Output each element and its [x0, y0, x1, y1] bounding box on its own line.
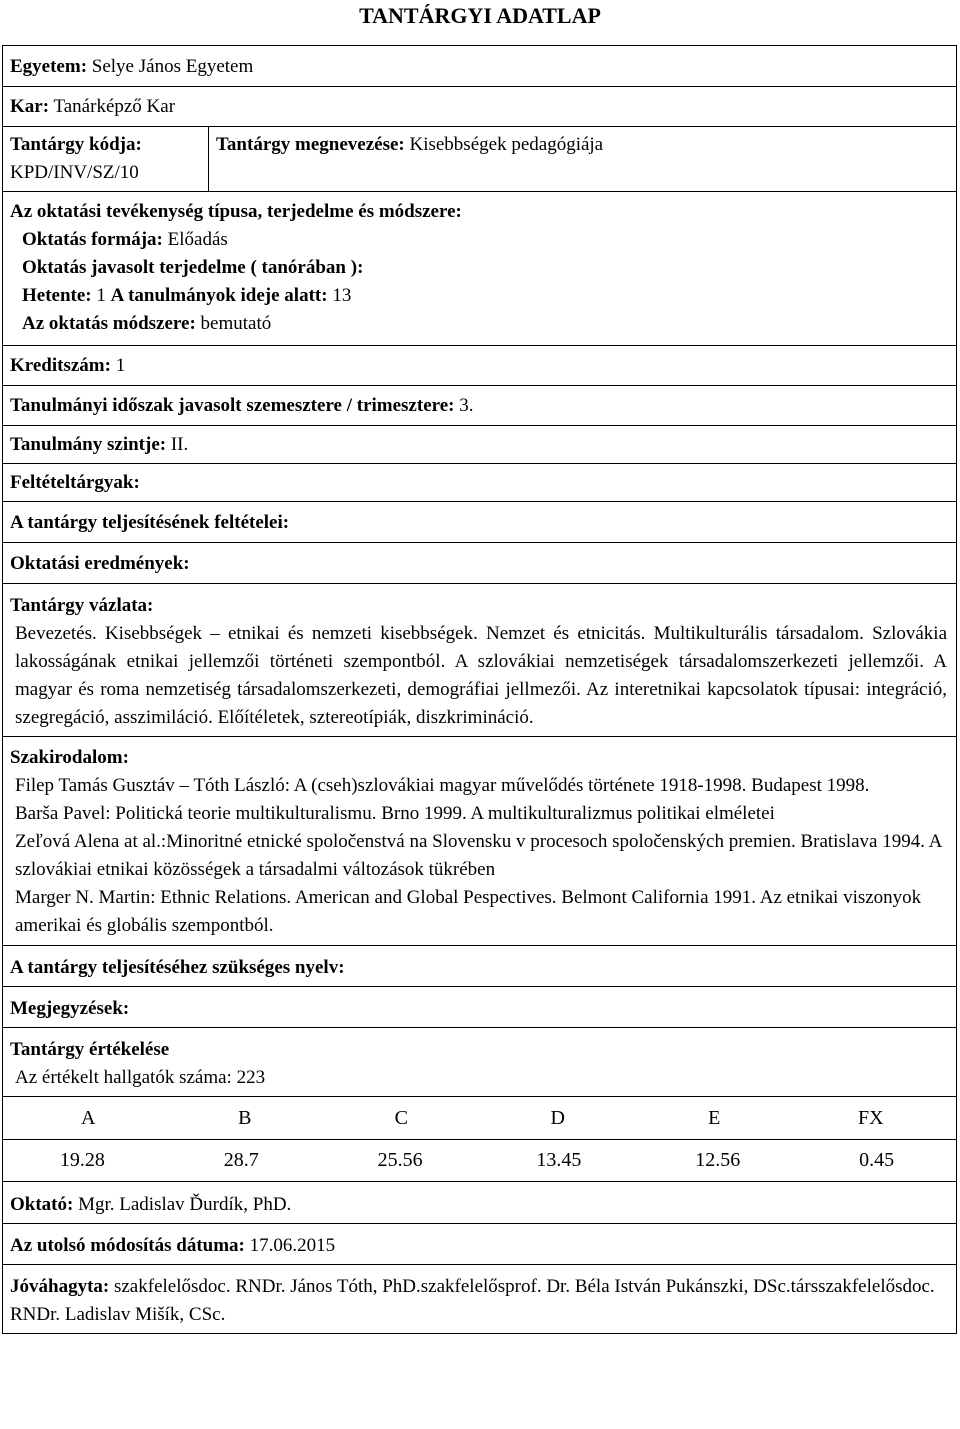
- conditions-row: [2, 502, 957, 543]
- notes-row: [2, 987, 957, 1028]
- grade-values: [3, 1140, 956, 1181]
- teacher-label: Oktató:: [10, 1194, 74, 1215]
- university-value: Selye János Egyetem: [91, 56, 254, 77]
- teaching-scope: Oktatás javasolt terjedelme ( tanórában ):: [22, 257, 364, 278]
- faculty-value: Tanárképző Kar: [53, 96, 176, 117]
- method-value: bemutató: [200, 313, 272, 334]
- outline-text: Bevezetés. Kisebbségek – etnikai és nemzeti kisebbségek. Nemzet és etnicitás. Multikulturális társadalom. Szlovákia lakosságának etnikai jellemzői történeti szempontból. A szlovákiai nemzetiségek társadalomszerkezeti jellemzői. A magyar és roma nemzetiség társadalomszerkezeti, demográfiai jellmezői. Az interetnikai kapcsolatok típusai: integráció, szegregáció, asszimiláció. Előítéletek, sztereotípiák, diszkrimináció.: [15, 623, 947, 728]
- semester-label: Tanulmányi időszak javasolt szemesztere / trimesztere:: [10, 395, 455, 416]
- outline-row: [2, 584, 957, 737]
- evaluated-count: Az értékelt hallgatók száma: 223: [15, 1067, 266, 1088]
- grade-value: 25.56: [377, 1149, 423, 1171]
- course-code-label: Tantárgy kódja:: [10, 134, 142, 155]
- weekly-value: 1: [96, 285, 106, 306]
- approved-label: Jóváhagyta:: [10, 1276, 110, 1297]
- credits-value: 1: [115, 355, 126, 376]
- course-name-label: Tantárgy megnevezése:: [216, 134, 405, 155]
- literature-row: [2, 737, 957, 946]
- outline-label: Tantárgy vázlata:: [10, 595, 154, 616]
- outcomes-row: [2, 543, 957, 584]
- evaluation-label: Tantárgy értékelése: [10, 1039, 170, 1060]
- semester-row: [2, 386, 957, 426]
- teaching-row: [2, 192, 957, 346]
- teaching-form: [10, 226, 949, 254]
- total-label: A tanulmányok ideje alatt:: [110, 285, 328, 306]
- conditions-label: A tantárgy teljesítésének feltételei:: [10, 512, 290, 533]
- approved-row: [2, 1265, 957, 1334]
- document-title: TANTÁRGYI ADATLAP: [359, 3, 601, 28]
- literature-item: Barša Pavel: Politická teorie multikulturalismu. Brno 1999. A multikulturalizmus politikai elméletei: [15, 803, 775, 824]
- credits-label: Kreditszám:: [10, 355, 111, 376]
- language-label: A tantárgy teljesítéséhez szükséges nyelv:: [10, 957, 345, 978]
- weekly-label: Hetente:: [22, 285, 92, 306]
- literature-label: Szakirodalom:: [10, 747, 129, 768]
- literature-item: Filep Tamás Gusztáv – Tóth László: A (cseh)szlovákiai magyar művelődés története 1918-1998. Budapest 1998.: [15, 775, 870, 796]
- grade-value: 19.28: [59, 1149, 105, 1171]
- university-row: [2, 45, 957, 87]
- course-code-cell: [3, 127, 209, 191]
- course-name-value: Kisebbségek pedagógiája: [409, 134, 604, 155]
- grade-label: B: [238, 1107, 252, 1129]
- grade-label: D: [550, 1107, 565, 1129]
- teacher-value: Mgr. Ladislav Ďurdík, PhD.: [78, 1194, 292, 1215]
- language-row: [2, 946, 957, 987]
- grade-label: A: [81, 1107, 96, 1129]
- teaching-method: [10, 310, 949, 338]
- outcomes-label: Oktatási eredmények:: [10, 553, 190, 574]
- modified-label: Az utolsó módosítás dátuma:: [10, 1235, 245, 1256]
- course-name-cell: [209, 127, 956, 191]
- grade-label: C: [394, 1107, 408, 1129]
- notes-label: Megjegyzések:: [10, 998, 130, 1019]
- code-name-row: [2, 127, 957, 192]
- prerequisites-label: Feltételtárgyak:: [10, 472, 140, 493]
- teacher-row: [2, 1182, 957, 1224]
- total-value: 13: [332, 285, 352, 306]
- credits-row: [2, 346, 957, 386]
- teaching-heading: Az oktatási tevékenység típusa, terjedelme és módszere:: [10, 201, 462, 222]
- faculty-label: Kar:: [10, 96, 50, 117]
- grade-value: 13.45: [536, 1149, 582, 1171]
- semester-value: 3.: [459, 395, 474, 416]
- grade-value: 12.56: [695, 1149, 741, 1171]
- teaching-form-value: Előadás: [167, 229, 228, 250]
- literature-item: Marger N. Martin: Ethnic Relations. American and Global Pespectives. Belmont California 1991. Az etnikai viszonyok amerikai és globális szempontból.: [15, 887, 922, 936]
- modified-row: [2, 1224, 957, 1265]
- university-label: Egyetem:: [10, 56, 88, 77]
- literature-item: Zeľová Alena at al.:Minoritné etnické spoločenstvá na Slovensku v procesoch spoločenských premien. Bratislava 1994. A szlovákiai etnikai közösségek a társadalmi változások tükrében: [15, 831, 942, 880]
- grade-value: 28.7: [223, 1149, 259, 1171]
- approved-value: szakfelelősdoc. RNDr. János Tóth, PhD.szakfelelősprof. Dr. Béla István Pukánszki, DSc.társszakfelelősdoc. RNDr. Ladislav Mišík, CSc.: [10, 1276, 935, 1325]
- evaluation-row: [2, 1028, 957, 1182]
- course-sheet: [2, 45, 957, 1334]
- level-row: [2, 426, 957, 464]
- grade-value: 0.45: [859, 1149, 895, 1171]
- teaching-form-label: Oktatás formája:: [22, 229, 163, 250]
- grade-label: E: [708, 1107, 721, 1129]
- prerequisites-row: [2, 464, 957, 502]
- grade-label: FX: [857, 1107, 884, 1129]
- faculty-row: [2, 87, 957, 127]
- level-label: Tanulmány szintje:: [10, 434, 167, 455]
- level-value: II.: [170, 434, 189, 455]
- course-code-value: KPD/INV/SZ/10: [10, 162, 139, 183]
- teaching-hours: [10, 282, 949, 310]
- grade-header: [3, 1097, 956, 1140]
- method-label: Az oktatás módszere:: [22, 313, 196, 334]
- modified-value: 17.06.2015: [249, 1235, 336, 1256]
